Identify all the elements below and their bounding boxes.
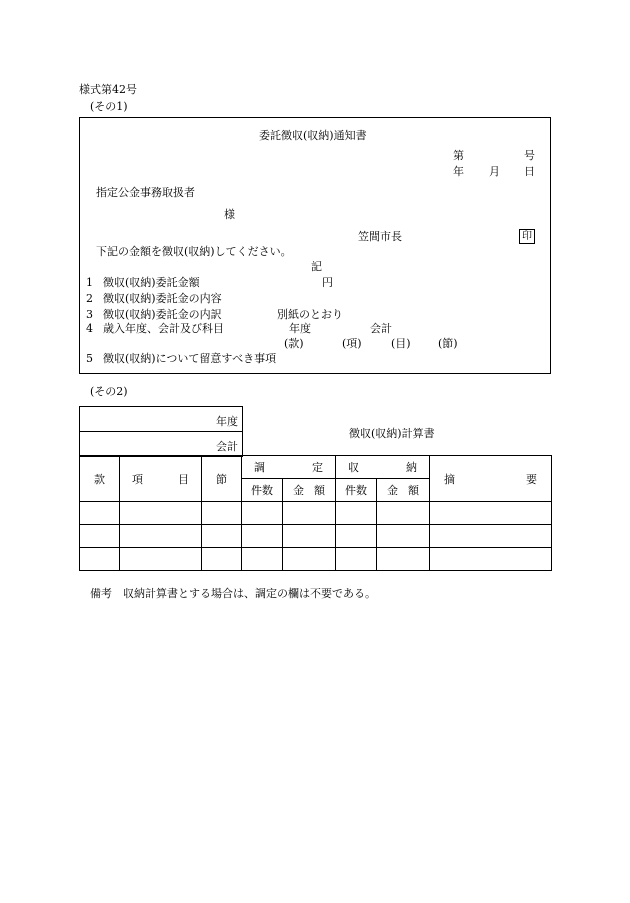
cell[interactable] xyxy=(377,548,430,571)
cell[interactable] xyxy=(377,525,430,548)
col-shuno xyxy=(336,456,430,479)
cell[interactable] xyxy=(336,548,377,571)
calc-table xyxy=(79,455,552,571)
item-3-value: 別紙のとおり xyxy=(277,308,343,321)
cell[interactable] xyxy=(283,525,336,548)
cell[interactable] xyxy=(242,502,283,525)
date-day: 日 xyxy=(524,165,535,178)
col-kou-1: 項 xyxy=(132,472,143,486)
cell[interactable] xyxy=(377,502,430,525)
footnote: 備考 収納計算書とする場合は、調定の欄は不要である。 xyxy=(90,587,376,600)
seal-stamp: 印 xyxy=(519,229,535,244)
calc-title: 徴収(収納)計算書 xyxy=(349,427,435,440)
cell[interactable] xyxy=(80,502,120,525)
part2-label: (その2) xyxy=(90,385,128,398)
table-row xyxy=(80,502,552,525)
col-shuno-gaku: 額 xyxy=(408,484,419,497)
date-month: 月 xyxy=(489,165,500,178)
cell[interactable] xyxy=(80,548,120,571)
col-shuno-kensu: 件数 xyxy=(336,479,377,502)
table-row xyxy=(80,525,552,548)
col-shuno-1: 収 xyxy=(348,461,359,474)
col-shuno-2: 納 xyxy=(406,461,417,474)
part1-label: (その1) xyxy=(90,100,128,113)
item-2-label: 徴収(収納)委託金の内容 xyxy=(103,292,222,305)
cell[interactable] xyxy=(120,525,202,548)
item-1-value: 円 xyxy=(322,276,333,289)
col-chotei xyxy=(242,456,336,479)
year-account-box xyxy=(79,406,243,457)
col-kan: 款 xyxy=(80,456,120,502)
item-4-nendo: 年度 xyxy=(289,322,311,335)
cell[interactable] xyxy=(202,548,242,571)
nendo-row xyxy=(80,407,242,432)
col-tekiyo xyxy=(430,456,552,502)
table-row xyxy=(80,548,552,571)
col-kou-2: 目 xyxy=(178,472,189,486)
kaikei-label: 会計 xyxy=(216,440,238,453)
notice-title: 委託徴収(収納)通知書 xyxy=(259,129,367,142)
item-5-num: 5 xyxy=(86,352,93,365)
col-shuno-kin: 金 xyxy=(387,484,398,497)
kaikei-row xyxy=(80,432,242,457)
item-1-num: 1 xyxy=(86,276,93,289)
nendo-label: 年度 xyxy=(216,415,238,428)
cell[interactable] xyxy=(283,548,336,571)
col-kou xyxy=(120,456,202,502)
col-tekiyo-1: 摘 xyxy=(444,472,455,486)
sender: 笠間市長 xyxy=(358,230,402,243)
cell[interactable] xyxy=(336,502,377,525)
col-chotei-1: 調 xyxy=(254,461,265,474)
col-chotei-kin: 金 xyxy=(293,484,304,497)
subject-kan: (款) xyxy=(284,337,304,350)
item-2-num: 2 xyxy=(86,292,93,305)
cell[interactable] xyxy=(283,502,336,525)
item-5-label: 徴収(収納)について留意すべき事項 xyxy=(103,352,277,365)
request-text: 下記の金額を徴収(収納)してください。 xyxy=(96,245,292,258)
item-3-label: 徴収(収納)委託金の内訳 xyxy=(103,308,222,321)
item-4-kaikei: 会計 xyxy=(370,322,392,335)
recipient-sama: 様 xyxy=(224,208,235,221)
cell[interactable] xyxy=(120,502,202,525)
number-go: 号 xyxy=(524,149,535,162)
cell[interactable] xyxy=(242,525,283,548)
col-setsu: 節 xyxy=(202,456,242,502)
ki-label: 記 xyxy=(311,260,322,273)
cell[interactable] xyxy=(80,525,120,548)
cell[interactable] xyxy=(430,502,552,525)
col-chotei-gaku: 額 xyxy=(314,484,325,497)
col-chotei-2: 定 xyxy=(312,461,323,474)
item-1-label: 徴収(収納)委託金額 xyxy=(103,276,200,289)
subject-moku: (目) xyxy=(391,337,411,350)
item-4-label: 歳入年度、会計及び科目 xyxy=(103,322,224,335)
header-row-1 xyxy=(80,456,552,479)
subject-setsu: (節) xyxy=(438,337,458,350)
cell[interactable] xyxy=(242,548,283,571)
date-year: 年 xyxy=(453,165,464,178)
col-tekiyo-2: 要 xyxy=(526,472,537,486)
item-3-num: 3 xyxy=(86,308,93,321)
col-shuno-kingaku xyxy=(377,479,430,502)
number-dai: 第 xyxy=(453,149,464,162)
recipient: 指定公金事務取扱者 xyxy=(96,186,195,199)
cell[interactable] xyxy=(202,525,242,548)
cell[interactable] xyxy=(202,502,242,525)
cell[interactable] xyxy=(120,548,202,571)
cell[interactable] xyxy=(430,548,552,571)
col-chotei-kensu: 件数 xyxy=(242,479,283,502)
col-chotei-kingaku xyxy=(283,479,336,502)
cell[interactable] xyxy=(336,525,377,548)
cell[interactable] xyxy=(430,525,552,548)
subject-kou: (項) xyxy=(342,337,362,350)
item-4-num: 4 xyxy=(86,322,93,335)
form-number: 様式第42号 xyxy=(79,83,137,96)
